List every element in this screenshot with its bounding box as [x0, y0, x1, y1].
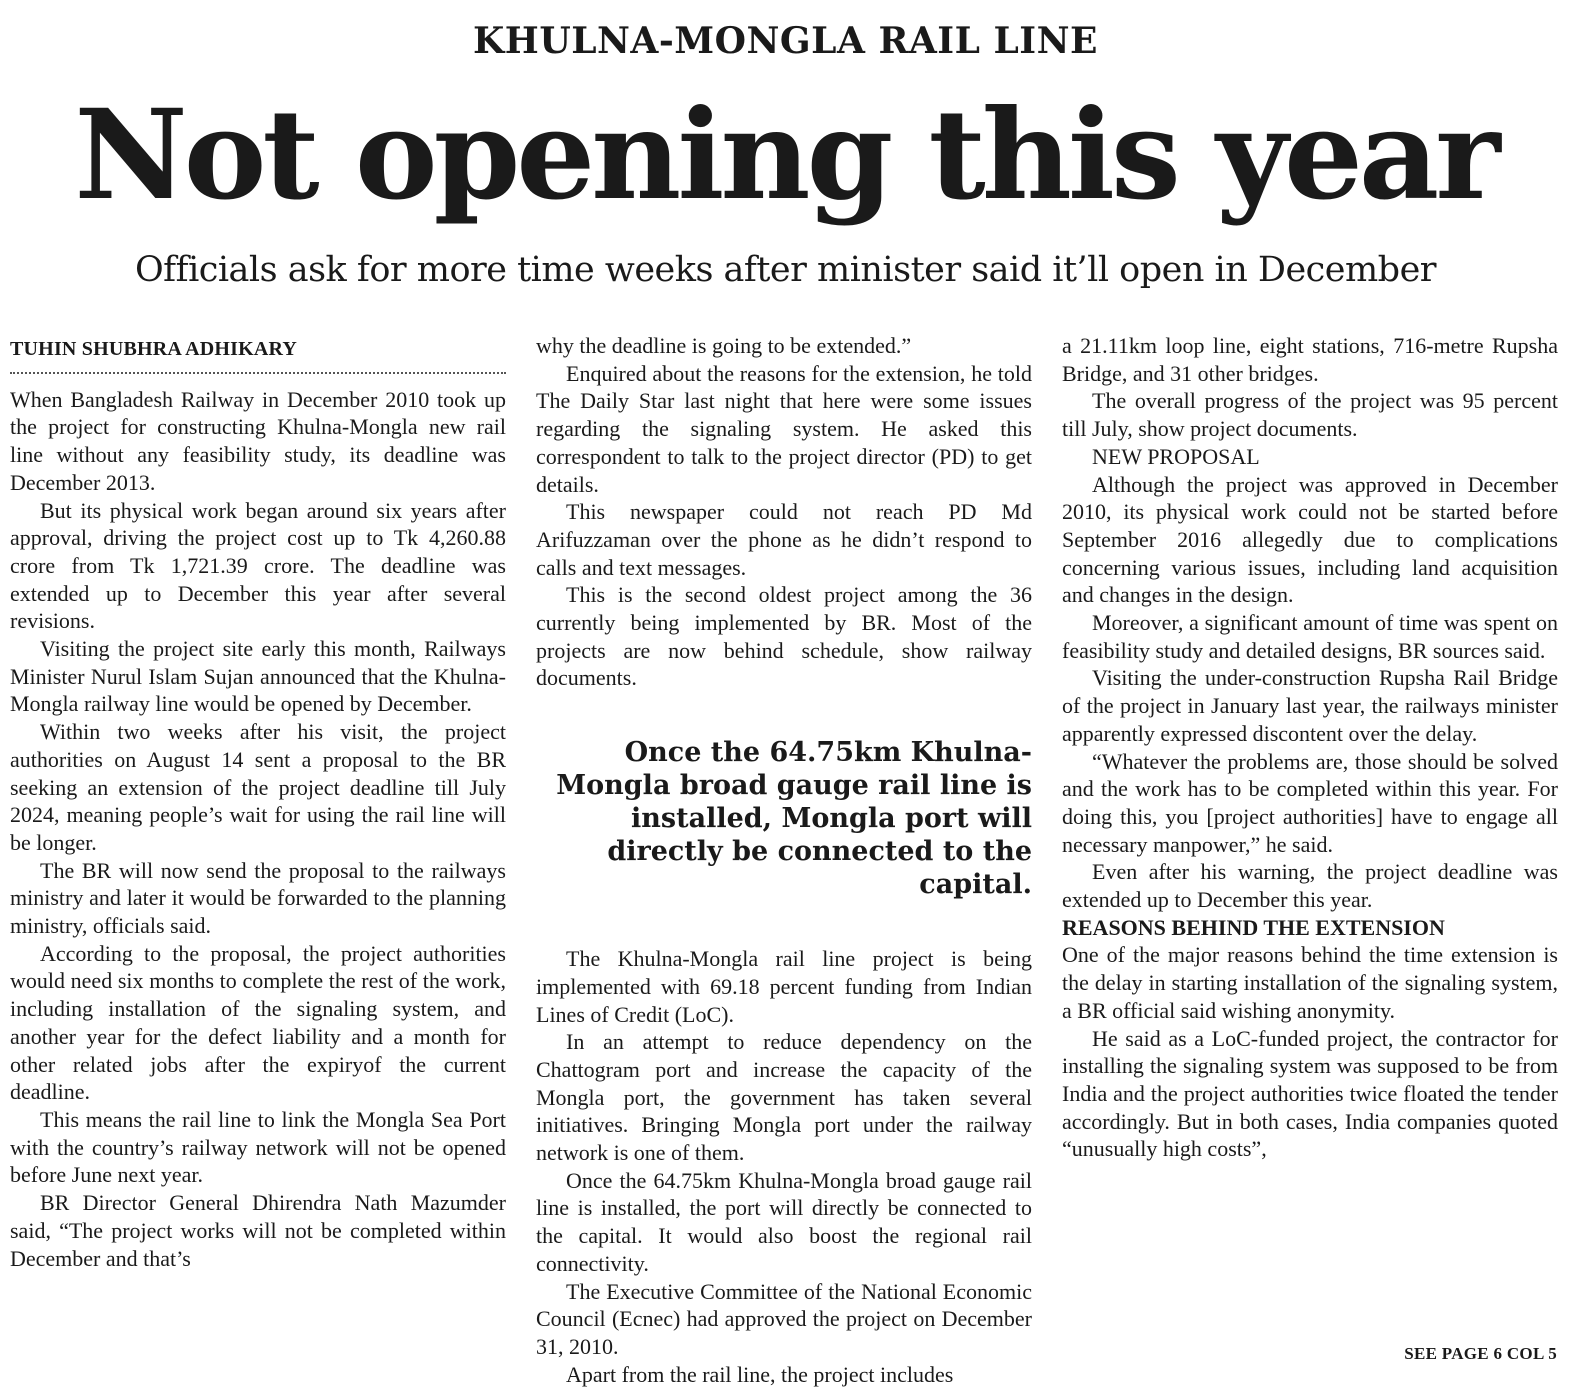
headline: Not opening this year — [74, 83, 1497, 228]
paragraph: BR Director General Dhirendra Nath Mazumder said, “The project works will not be completed within December and that’s — [10, 1190, 506, 1271]
paragraph: According to the proposal, the project authorities would need six months to complete the rest of the work, including installation of the signaling system, and another year for the defect liability and a month for other related jobs after the expiryof the current deadline. — [10, 940, 506, 1105]
paragraph: He said as a LoC-funded project, the contractor for installing the signaling system was supposed to be from India and the project authorities twice floated the tender accordingly. But in both cases, India companies quoted “unusually high costs”, — [1062, 1025, 1558, 1162]
paragraph: The Executive Committee of the National Economic Council (Ecnec) had approved the project on December 31, 2010. — [536, 1278, 1032, 1359]
paragraph: The overall progress of the project was 95 percent till July, show project documents. — [1062, 388, 1558, 442]
paragraph: Moreover, a significant amount of time was spent on feasibility study and detailed designs, BR sources said. — [1062, 610, 1558, 663]
paragraph: Although the project was approved in December 2010, its physical work could not be started before September 2016 allegedly due to complications concerning various issues, including land acquisition and changes in the design. — [1062, 471, 1558, 608]
paragraph: When Bangladesh Railway in December 2010 took up the project for constructing Khulna-Mongla new rail line without any feasibility study, its deadline was December 2013. — [10, 386, 506, 495]
byline: TUHIN SHUBHRA ADHIKARY — [10, 332, 506, 374]
column-2 — [536, 332, 1032, 1388]
subheadline: Officials ask for more time weeks after minister said it’ll open in December — [134, 250, 1437, 290]
paragraph: This newspaper could not reach PD Md Arifuzzaman over the phone as he didn’t respond to calls and text messages. — [536, 499, 1032, 580]
paragraph: Even after his warning, the project deadline was extended up to December this year. — [1062, 859, 1558, 913]
column-1 — [10, 332, 506, 1272]
paragraph: Once the 64.75km Khulna-Mongla broad gauge rail line is installed, the port will directly be connected to the capital. It would also boost the regional rail connectivity. — [536, 1167, 1032, 1276]
paragraph: In an attempt to reduce dependency on the Chattogram port and increase the capacity of the Mongla port, the government has taken several initiatives. Bringing Mongla port under the railway network is one of them. — [536, 1029, 1032, 1166]
paragraph: “Whatever the problems are, those should be solved and the work has to be completed within this year. For doing this, you [project authorities] have to engage all necessary manpower,” he said. — [1062, 748, 1558, 857]
pull-quote: Once the 64.75km Khulna-Mongla broad gauge rail line is installed, Mongla port will directly be connected to the capital. — [556, 737, 1032, 901]
paragraph: Within two weeks after his visit, the project authorities on August 14 sent a proposal to the BR seeking an extension of the project deadline till July 2024, meaning people’s wait for using the rail line will be longer. — [10, 719, 506, 855]
subhead-new-proposal: NEW PROPOSAL — [1092, 443, 1260, 469]
paragraph: The Khulna-Mongla rail line project is being implemented with 69.18 percent funding from Indian Lines of Credit (LoC). — [536, 946, 1032, 1027]
paragraph: Visiting the under-construction Rupsha Rail Bridge of the project in January last year, the railways minister apparently expressed discontent over the delay. — [1062, 665, 1558, 746]
paragraph: why the deadline is going to be extended.” — [536, 333, 912, 358]
paragraph: The BR will now send the proposal to the railways ministry and later it would be forwarded to the planning ministry, officials said. — [10, 857, 506, 939]
paragraph: But its physical work began around six years after approval, driving the project cost up to Tk 4,260.88 crore from Tk 1,721.39 crore. The deadline was extended up to December this year after several revisions. — [10, 497, 506, 634]
paragraph: Apart from the rail line, the project includes — [566, 1361, 954, 1387]
paragraph: One of the major reasons behind the time extension is the delay in starting installation of the signaling system, a BR official said wishing anonymity. — [1062, 942, 1558, 1023]
paragraph: Enquired about the reasons for the extension, he told The Daily Star last night that here were some issues regarding the signaling system. He asked this correspondent to talk to the project director (PD) to get details. — [536, 360, 1032, 497]
paragraph: a 21.11km loop line, eight stations, 716-metre Rupsha Bridge, and 31 other bridges. — [1062, 333, 1558, 386]
paragraph: This is the second oldest project among the 36 currently being implemented by BR. Most of the projects are now behind schedule, show railway documents. — [536, 582, 1032, 691]
subhead-reasons: REASONS BEHIND THE EXTENSION — [1062, 914, 1445, 940]
paragraph: This means the rail line to link the Mongla Sea Port with the country’s railway network will not be opened before June next year. — [10, 1106, 506, 1188]
column-3 — [1062, 332, 1558, 1163]
continuation-line[interactable]: SEE PAGE 6 COL 5 — [1404, 1344, 1557, 1363]
paragraph: Visiting the project site early this month, Railways Minister Nurul Islam Sujan announced that the Khulna-Mongla railway line would be opened by December. — [10, 636, 506, 717]
kicker: KHULNA-MONGLA RAIL LINE — [473, 20, 1098, 62]
